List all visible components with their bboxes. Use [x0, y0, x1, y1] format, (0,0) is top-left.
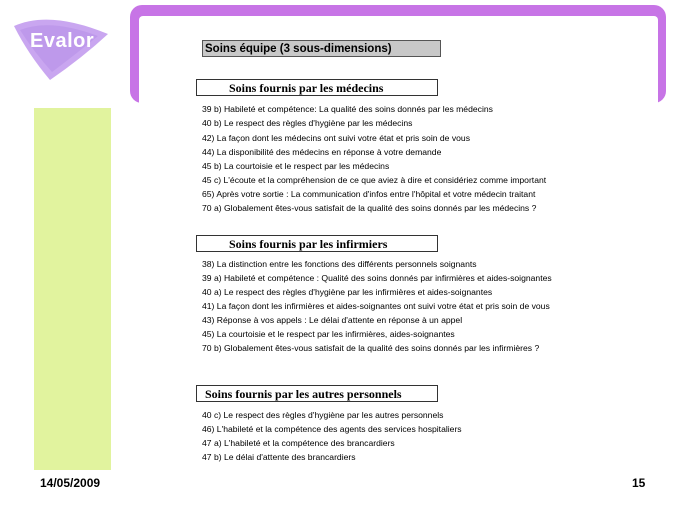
list-item: 39 a) Habileté et compétence : Qualité des soins donnés par infirmières et aides-soignantes [202, 273, 552, 283]
page-title: Soins équipe (3 sous-dimensions) [202, 40, 441, 57]
list-item: 70 a) Globalement êtes-vous satisfait de la qualité des soins donnés par les médecins ? [202, 203, 537, 213]
footer-date: 14/05/2009 [40, 476, 101, 490]
list-item: 45 c) L'écoute et la compréhension de ce que aviez à dire et considériez comme important [202, 175, 547, 185]
list-item: 47 b) Le délai d'attente des brancardiers [202, 452, 356, 462]
list-item: 47 a) L'habileté et la compétence des brancardiers [202, 438, 395, 448]
list-item: 40 a) Le respect des règles d'hygiène par les infirmières et aides-soignantes [202, 287, 493, 297]
list-item: 43) Réponse à vos appels : Le délai d'attente en réponse à un appel [202, 315, 463, 325]
list-item: 44) La disponibilité des médecins en réponse à votre demande [202, 147, 442, 157]
list-item: 45) La courtoisie et le respect par les infirmières, aides-soignantes [202, 329, 455, 339]
list-item: 45 b) La courtoisie et le respect par les médecins [202, 161, 390, 171]
list-item: 42) La façon dont les médecins ont suivi votre état et pris soin de vous [202, 133, 470, 143]
section-heading-autres: Soins fournis par les autres personnels [196, 385, 438, 402]
list-item: 40 c) Le respect des règles d'hygiène par les autres personnels [202, 410, 444, 420]
page-number: 15 [632, 476, 646, 490]
list-item: 39 b) Habileté et compétence: La qualité des soins donnés par les médecins [202, 104, 493, 114]
sidebar-decoration [34, 108, 111, 470]
list-item: 41) La façon dont les infirmières et aides-soignantes ont suivi votre état et pris soin de vous [202, 301, 550, 311]
section-heading-medecins: Soins fournis par les médecins [196, 79, 438, 96]
list-item: 38) La distinction entre les fonctions des différents personnels soignants [202, 259, 477, 269]
logo-text: Evalor [30, 30, 95, 52]
list-item: 40 b) Le respect des règles d'hygiène par les médecins [202, 118, 413, 128]
list-item: 70 b) Globalement êtes-vous satisfait de la qualité des soins donnés par les infirmières ? [202, 343, 540, 353]
section-heading-infirmiers: Soins fournis par les infirmiers [196, 235, 438, 252]
list-item: 46) L'habileté et la compétence des agents des services hospitaliers [202, 424, 462, 434]
list-item: 65) Après votre sortie : La communication d'infos entre l'hôpital et votre médecin traitant [202, 189, 536, 199]
